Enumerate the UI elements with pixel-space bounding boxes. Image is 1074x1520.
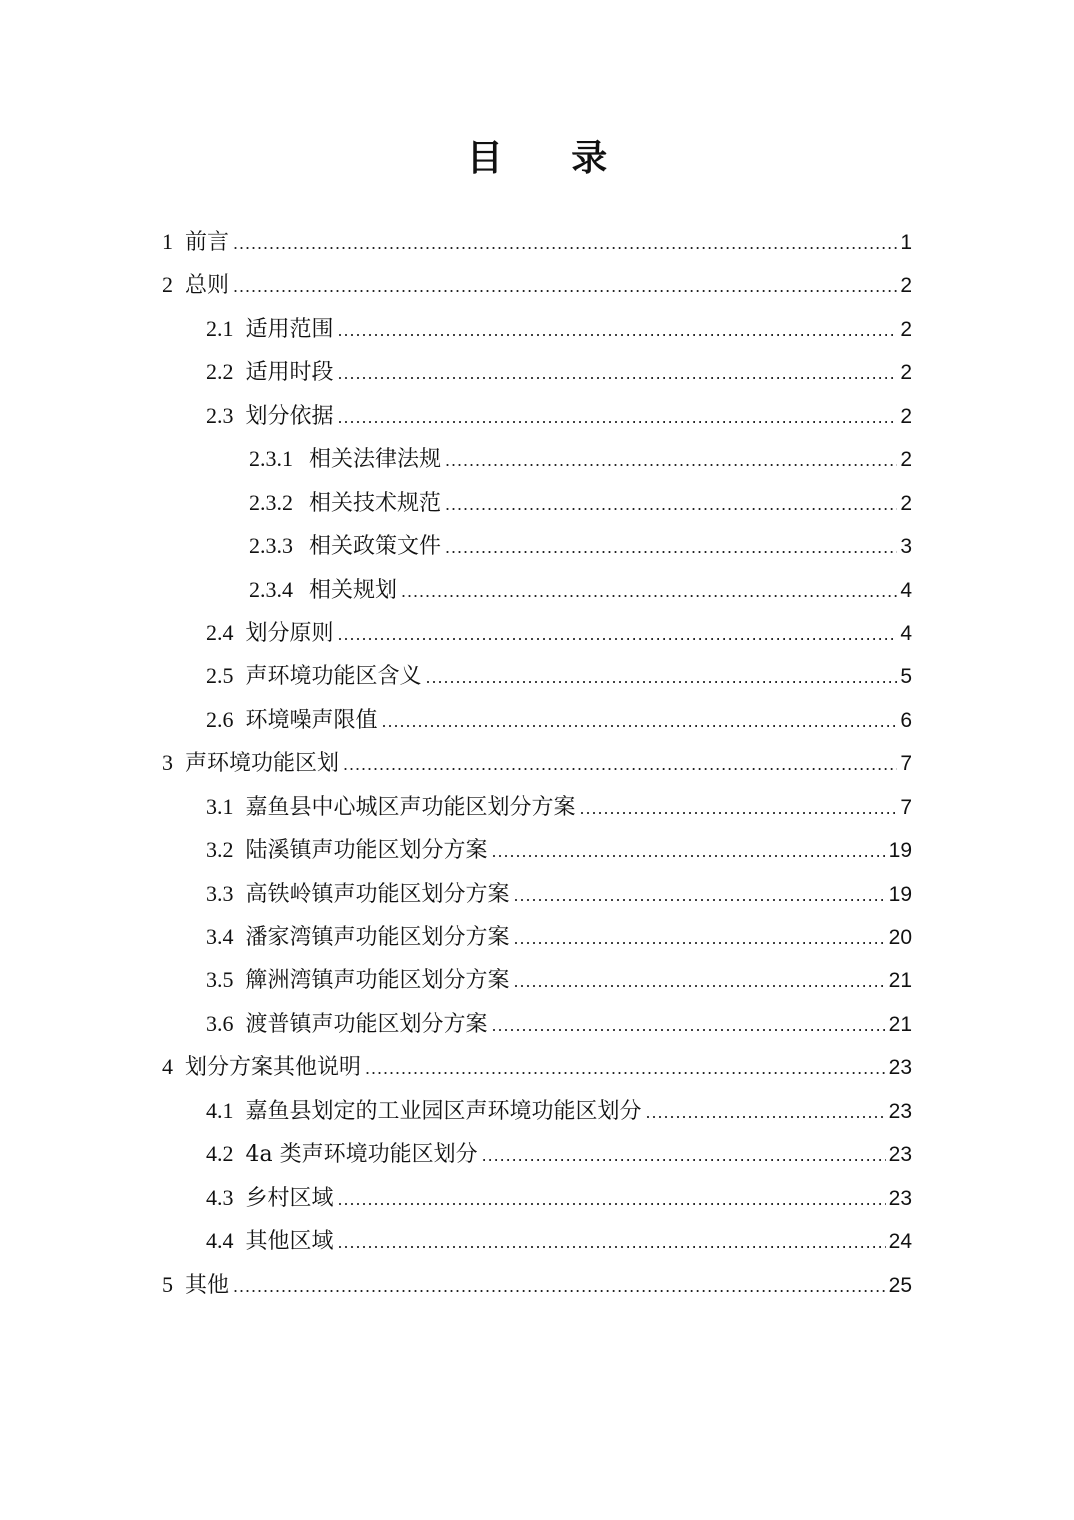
toc-entry-number: 2.5	[206, 663, 234, 689]
toc-entry-number: 2.3.4	[249, 576, 293, 602]
toc-entry-title: 前言	[185, 230, 230, 255]
toc-entry[interactable]	[162, 437, 912, 480]
toc-entry-title: 环境噪声限值	[245, 707, 378, 733]
toc-entry[interactable]	[162, 1219, 912, 1262]
toc-dot-leader	[338, 1221, 886, 1264]
table-of-contents	[162, 220, 912, 1306]
toc-entry-number: 3	[162, 750, 173, 776]
toc-dot-leader	[338, 613, 898, 656]
toc-entry-title: 高铁岭镇声功能区划分方案	[245, 881, 510, 907]
toc-entry[interactable]	[162, 1132, 912, 1175]
toc-entry-page: 20	[888, 926, 912, 949]
toc-dot-leader	[646, 1091, 886, 1134]
page-title: 目 录	[466, 137, 636, 179]
toc-dot-leader	[338, 396, 898, 439]
toc-entry-page: 2	[900, 404, 912, 428]
toc-entry-title: 嘉鱼县划定的工业园区声环境功能区划分	[245, 1098, 642, 1124]
toc-entry-page: 2	[900, 317, 912, 341]
toc-entry[interactable]	[162, 1176, 912, 1219]
toc-entry-title: 渡普镇声功能区划分方案	[245, 1011, 488, 1037]
toc-entry-page: 5	[900, 665, 912, 689]
toc-dot-leader	[426, 656, 898, 699]
toc-entry-page: 24	[888, 1230, 912, 1254]
toc-entry-number: 2.1	[206, 315, 234, 341]
toc-entry[interactable]	[162, 958, 912, 1001]
toc-entry-page: 2	[900, 448, 912, 472]
toc-entry[interactable]	[162, 1263, 912, 1306]
toc-dot-leader	[401, 570, 897, 613]
toc-entry-page: 21	[888, 969, 912, 993]
toc-entry-page: 19	[888, 839, 912, 863]
toc-entry[interactable]	[162, 394, 912, 437]
toc-dot-leader	[445, 483, 897, 526]
toc-entry-title: 相关规划	[309, 577, 398, 603]
toc-dot-leader	[382, 700, 898, 743]
toc-entry[interactable]	[162, 654, 912, 697]
toc-dot-leader	[233, 222, 897, 265]
toc-entry-number: 1	[162, 229, 173, 254]
toc-entry-title: 乡村区域	[245, 1185, 334, 1211]
toc-entry[interactable]	[162, 698, 912, 741]
toc-entry-number: 3.5	[206, 967, 234, 993]
toc-entry-number: 2.3.2	[249, 489, 293, 515]
toc-entry-title: 相关技术规范	[309, 490, 442, 516]
toc-dot-leader	[492, 830, 886, 873]
toc-entry-page: 2	[900, 361, 912, 385]
toc-entry-title: 声环境功能区划	[185, 751, 340, 777]
toc-entry-page: 2	[900, 491, 912, 515]
toc-entry[interactable]	[162, 915, 912, 958]
toc-entry-page: 25	[888, 1273, 912, 1297]
toc-entry-page: 4	[900, 578, 912, 602]
toc-entry-title: 划分方案其他说明	[185, 1055, 362, 1081]
toc-dot-leader	[338, 309, 898, 352]
toc-entry-page: 3	[900, 535, 912, 559]
toc-entry-number: 4.2	[206, 1141, 234, 1167]
toc-entry-page: 19	[888, 882, 912, 906]
toc-entry-number: 3.6	[206, 1010, 234, 1036]
toc-entry-number: 3.3	[206, 880, 234, 906]
toc-entry[interactable]	[162, 741, 912, 784]
toc-entry[interactable]	[162, 481, 912, 524]
toc-entry-title: 划分原则	[245, 620, 334, 646]
toc-entry-title: 嘉鱼县中心城区声功能区划分方案	[245, 794, 576, 820]
toc-entry-title: 总则	[185, 273, 230, 299]
toc-entry-title: 簰洲湾镇声功能区划分方案	[245, 968, 510, 994]
toc-entry-page: 2	[900, 274, 912, 298]
toc-entry-title: 潘家湾镇声功能区划分方案	[245, 925, 510, 950]
toc-entry-number: 4.4	[206, 1228, 234, 1254]
toc-dot-leader	[338, 1178, 886, 1221]
toc-entry[interactable]	[162, 524, 912, 567]
toc-dot-leader	[445, 526, 897, 569]
toc-entry[interactable]	[162, 350, 912, 393]
toc-entry-title: 其他区域	[245, 1229, 334, 1255]
toc-dot-leader	[514, 960, 886, 1003]
toc-entry[interactable]	[162, 1089, 912, 1132]
toc-entry[interactable]	[162, 263, 912, 306]
toc-entry[interactable]	[162, 785, 912, 828]
toc-entry-title: 陆溪镇声功能区划分方案	[245, 838, 488, 864]
toc-entry-number: 2.3.1	[249, 446, 293, 472]
toc-entry-title: 相关法律法规	[309, 447, 442, 473]
toc-entry[interactable]	[162, 828, 912, 871]
toc-entry-title: 适用时段	[245, 360, 334, 386]
toc-entry-page: 23	[888, 1143, 912, 1167]
toc-entry-page: 7	[900, 795, 912, 819]
toc-entry-title: 4a 类声环境功能区划分	[245, 1142, 478, 1168]
toc-dot-leader	[514, 917, 886, 960]
toc-dot-leader	[233, 265, 897, 308]
toc-entry-number: 3.1	[206, 793, 234, 819]
toc-dot-leader	[445, 439, 897, 482]
toc-entry-page: 7	[900, 752, 912, 776]
toc-entry-page: 4	[900, 621, 912, 645]
toc-entry-number: 4.1	[206, 1097, 234, 1123]
toc-entry-title: 声环境功能区含义	[245, 664, 422, 690]
toc-entry-number: 3.4	[206, 924, 234, 949]
toc-entry-number: 4	[162, 1054, 173, 1080]
toc-entry-page: 23	[888, 1099, 912, 1123]
toc-entry-number: 5	[162, 1271, 173, 1297]
toc-dot-leader	[233, 1265, 886, 1308]
toc-entry-title: 划分依据	[245, 403, 334, 429]
toc-entry[interactable]	[162, 1045, 912, 1088]
toc-entry[interactable]	[162, 220, 912, 263]
toc-entry-number: 2.2	[206, 359, 234, 385]
toc-entry-number: 2	[162, 272, 173, 298]
toc-entry-page: 23	[888, 1186, 912, 1210]
toc-dot-leader	[482, 1134, 886, 1177]
toc-entry[interactable]	[162, 307, 912, 350]
toc-entry-number: 3.2	[206, 837, 234, 863]
toc-entry-number: 2.3.3	[249, 533, 293, 559]
toc-entry-page: 6	[900, 708, 912, 732]
toc-entry-number: 2.6	[206, 706, 234, 732]
toc-entry-page: 1	[900, 231, 912, 254]
toc-dot-leader	[338, 352, 898, 395]
toc-entry-number: 4.3	[206, 1184, 234, 1210]
toc-entry-page: 21	[888, 1012, 912, 1036]
toc-entry-number: 2.4	[206, 619, 234, 645]
toc-entry[interactable]	[162, 872, 912, 915]
toc-dot-leader	[580, 787, 898, 830]
toc-entry[interactable]	[162, 1002, 912, 1045]
toc-entry[interactable]	[162, 611, 912, 654]
toc-entry-number: 2.3	[206, 402, 234, 428]
toc-dot-leader	[343, 743, 897, 786]
toc-entry-title: 相关政策文件	[309, 534, 442, 560]
toc-dot-leader	[492, 1004, 886, 1047]
toc-dot-leader	[514, 874, 886, 917]
toc-dot-leader	[365, 1047, 886, 1090]
toc-entry-page: 23	[888, 1056, 912, 1080]
toc-entry-title: 其他	[185, 1272, 230, 1298]
toc-entry-title: 适用范围	[245, 316, 334, 342]
toc-entry[interactable]	[162, 568, 912, 611]
